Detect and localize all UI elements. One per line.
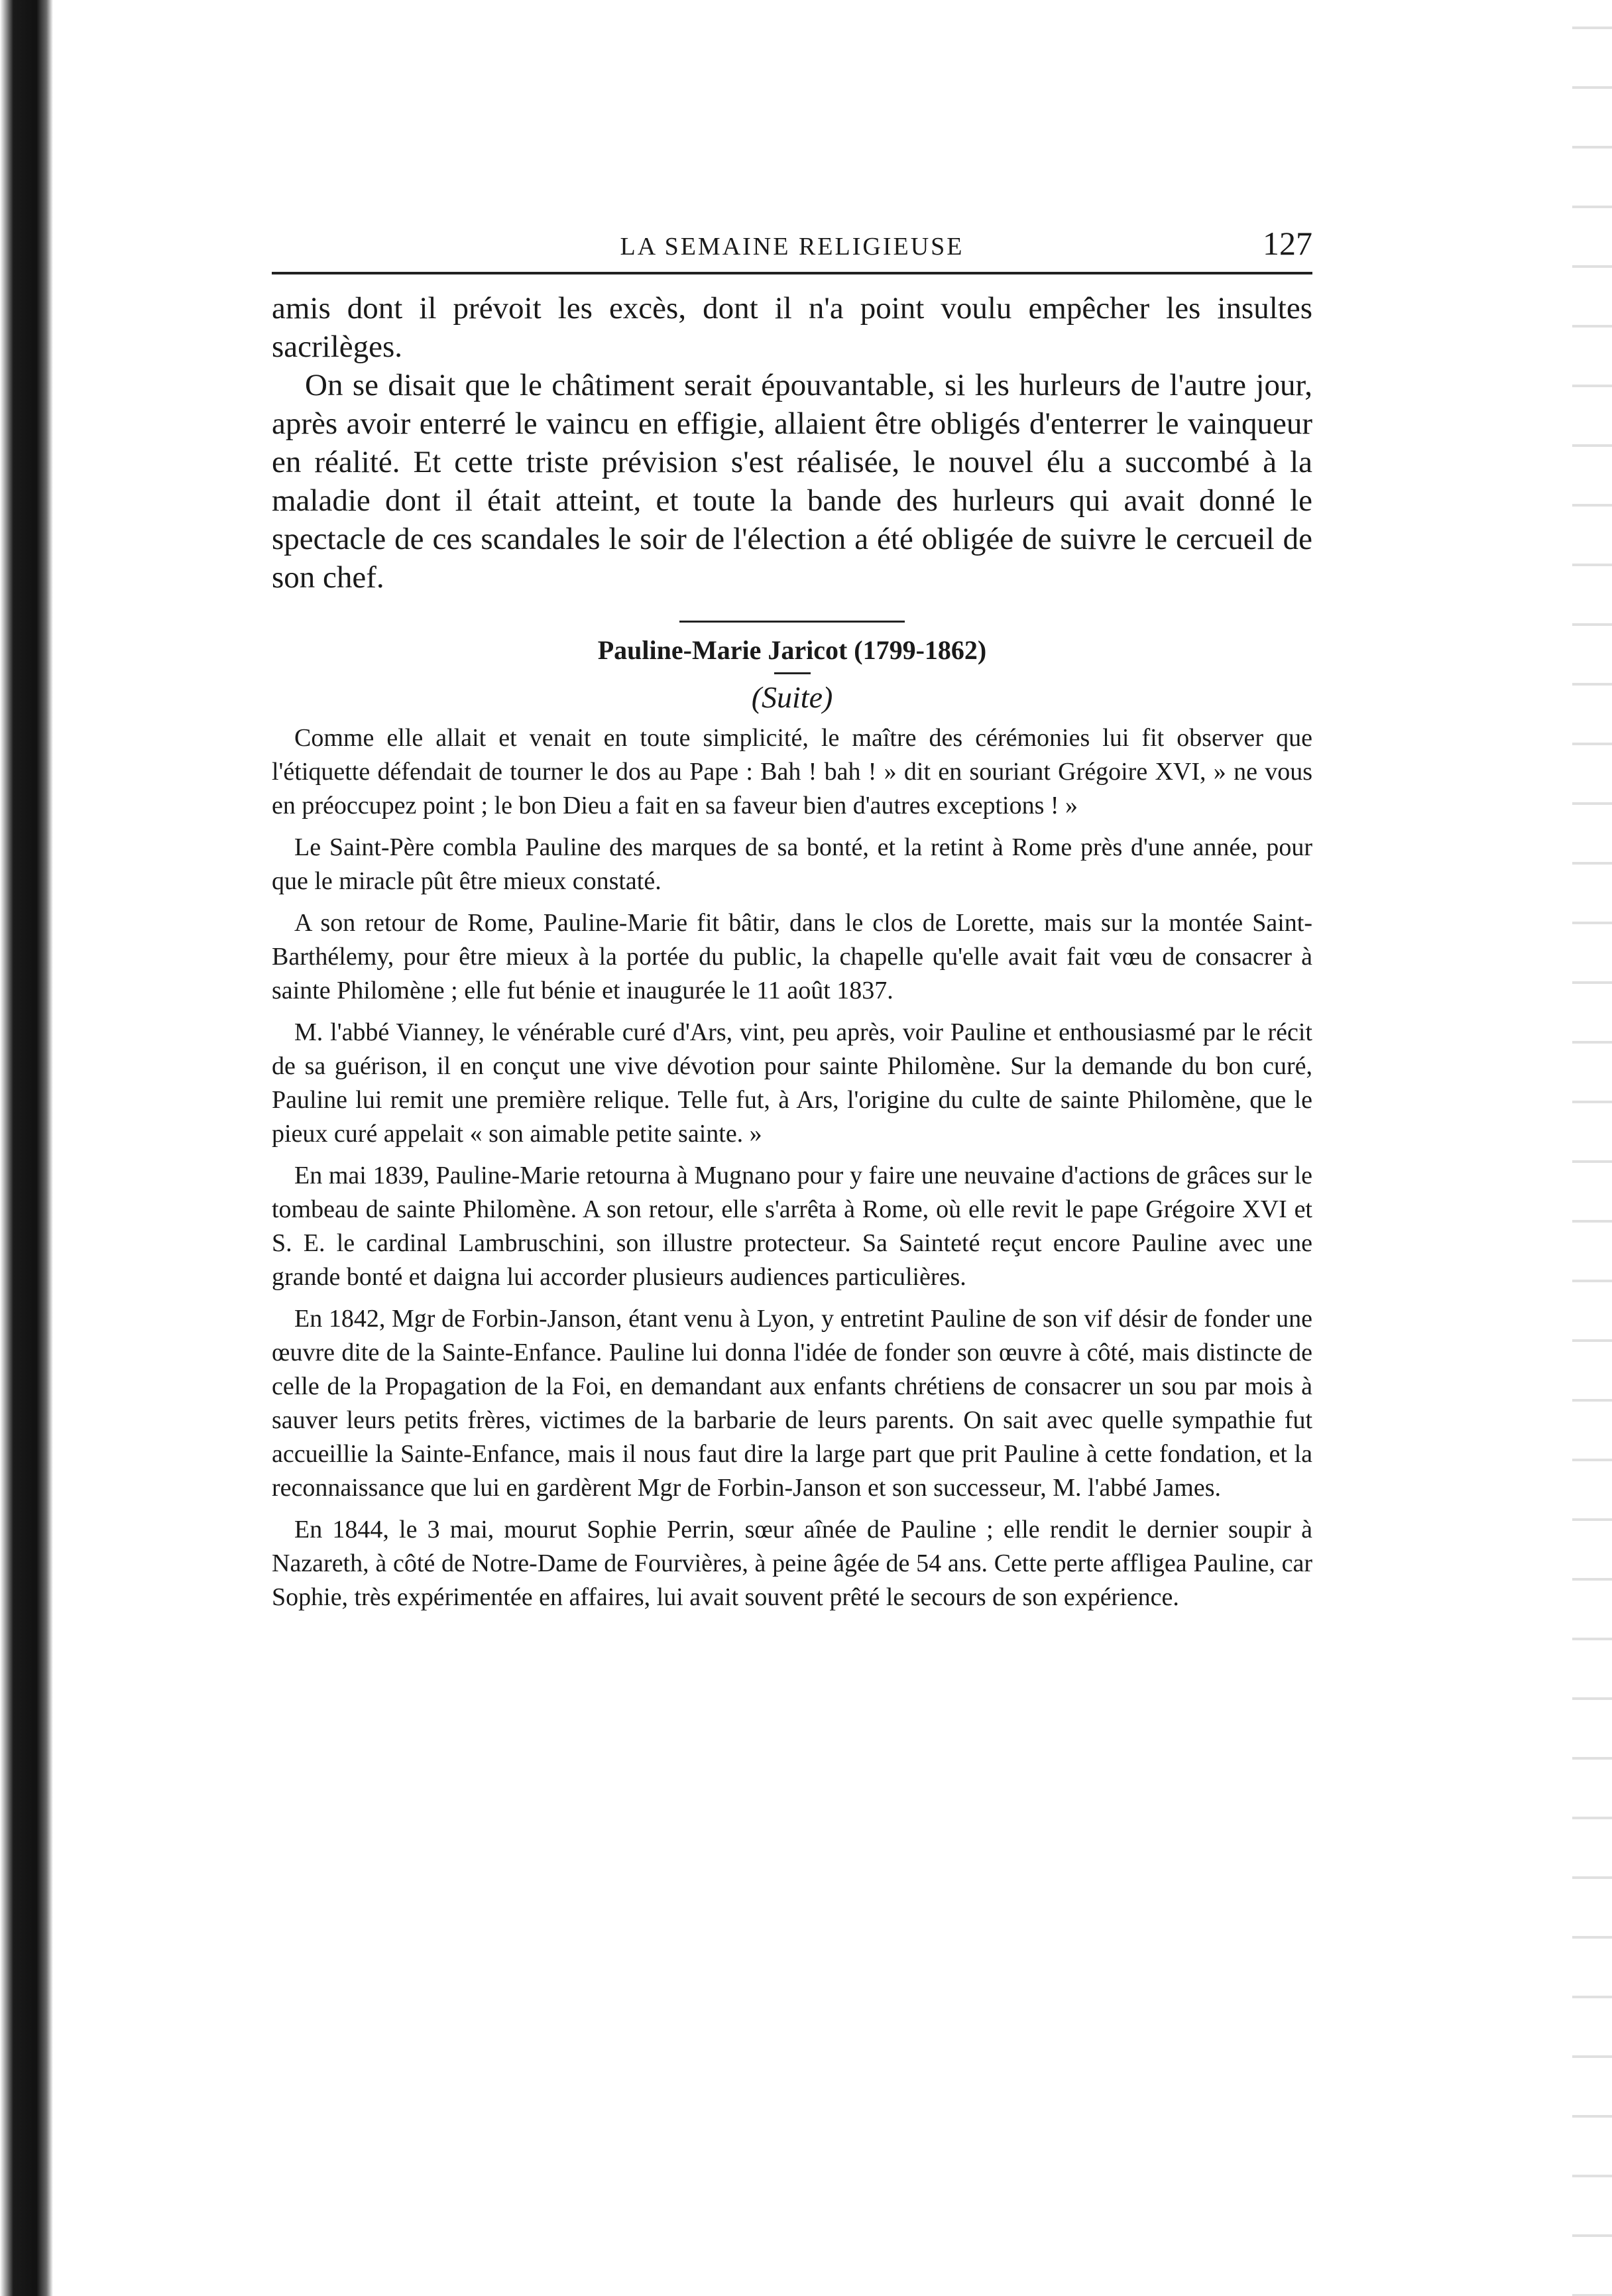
paragraph: Le Saint-Père combla Pauline des marques de sa bonté, et la retint à Rome près d'une année, pour que le miracle pût être mieux constaté. <box>272 833 1312 895</box>
section-divider <box>679 621 905 623</box>
paragraph: On se disait que le châtiment serait épouvantable, si les hurleurs de l'autre jour, après avoir enterré le vaincu en effigie, allaient être obligés d'enterrer le vainqueur en réalité. Et cette triste prévision s'est réalisée, le nouvel élu a succombé à la maladie dont il était atteint, et toute la bande des hurleurs qui avait donné le spectacle de ces scandales le soir de l'élection a été obligée de suivre le cercueil de son chef. <box>272 368 1312 595</box>
title-rule <box>774 672 811 674</box>
continued-article <box>272 289 1312 597</box>
paragraph: En 1844, le 3 mai, mourut Sophie Perrin, sœur aînée de Pauline ; elle rendit le dernier soupir à Nazareth, à côté de Notre-Dame de Fourvières, à peine âgée de 54 ans. Cette perte affligea Pauline, car Sophie, très expérimentée en affaires, lui avait souvent prêté le secours de son expérience. <box>272 1516 1312 1611</box>
page <box>272 212 1312 1622</box>
paragraph: En mai 1839, Pauline-Marie retourna à Mugnano pour y faire une neuvaine d'actions de grâces sur le tombeau de sainte Philomène. A son retour, elle s'arrêta à Rome, où elle revit le pape Grégoire XVI et S. E. le cardinal Lambruschini, son illustre protecteur. Sa Sainteté reçut encore Pauline avec une grande bonté et daigna lui accorder plusieurs audiences particulières. <box>272 1162 1312 1291</box>
paragraph: amis dont il prévoit les excès, dont il n'a point voulu empêcher les insultes sacrilèges. <box>272 291 1312 364</box>
running-title: LA SEMAINE RELIGIEUSE <box>620 233 964 261</box>
article-subtitle: (Suite) <box>751 680 833 714</box>
paragraph: Comme elle allait et venait en toute simplicité, le maître des cérémonies lui fit observer que l'étiquette défendait de tourner le dos au Pape : Bah ! bah ! » dit en souriant Grégoire XVI, » ne vous en préoccupez point ; le bon Dieu a fait en sa faveur bien d'autres exceptions ! » <box>272 724 1312 819</box>
paragraph: En 1842, Mgr de Forbin-Janson, étant venu à Lyon, y entretint Pauline de son vif désir de fonder une œuvre dite de la Sainte-Enfance. Pauline lui donna l'idée de fonder son œuvre à côté, mais distincte de celle de la Propagation de la Foi, en demandant aux enfants chrétiens de consacrer un sou par mois à sauver leurs petits frères, victimes de la barbarie de leurs parents. On sait avec quelle sympathie fut accueillie la Sainte-Enfance, mais il nous faut dire la large part que prit Pauline à cette fondation, et la reconnaissance que lui en gardèrent Mgr de Forbin-Janson et son successeur, M. l'abbé James. <box>272 1305 1312 1502</box>
article-body <box>272 721 1312 1614</box>
paragraph: M. l'abbé Vianney, le vénérable curé d'Ars, vint, peu après, voir Pauline et enthousiasmé par le récit de sa guérison, il en conçut une vive dévotion pour sainte Philomène. Sur la demande du bon curé, Pauline lui remit une première relique. Telle fut, à Ars, l'origine du culte de sainte Philomène, que le pieux curé appelait « son aimable petite sainte. » <box>272 1018 1312 1148</box>
page-edge-speckle <box>1572 0 1612 2296</box>
article-title: Pauline-Marie Jaricot (1799-1862) <box>597 635 987 665</box>
binding-shadow <box>0 0 53 2296</box>
page-number: 127 <box>1263 225 1312 262</box>
page-header <box>272 212 1312 274</box>
paragraph: A son retour de Rome, Pauline-Marie fit bâtir, dans le clos de Lorette, mais sur la montée Saint-Barthélemy, pour être mieux à la portée du public, la chapelle qu'elle avait fait vœu de consacrer à sainte Philomène ; elle fut bénie et inaugurée le 11 août 1837. <box>272 909 1312 1004</box>
